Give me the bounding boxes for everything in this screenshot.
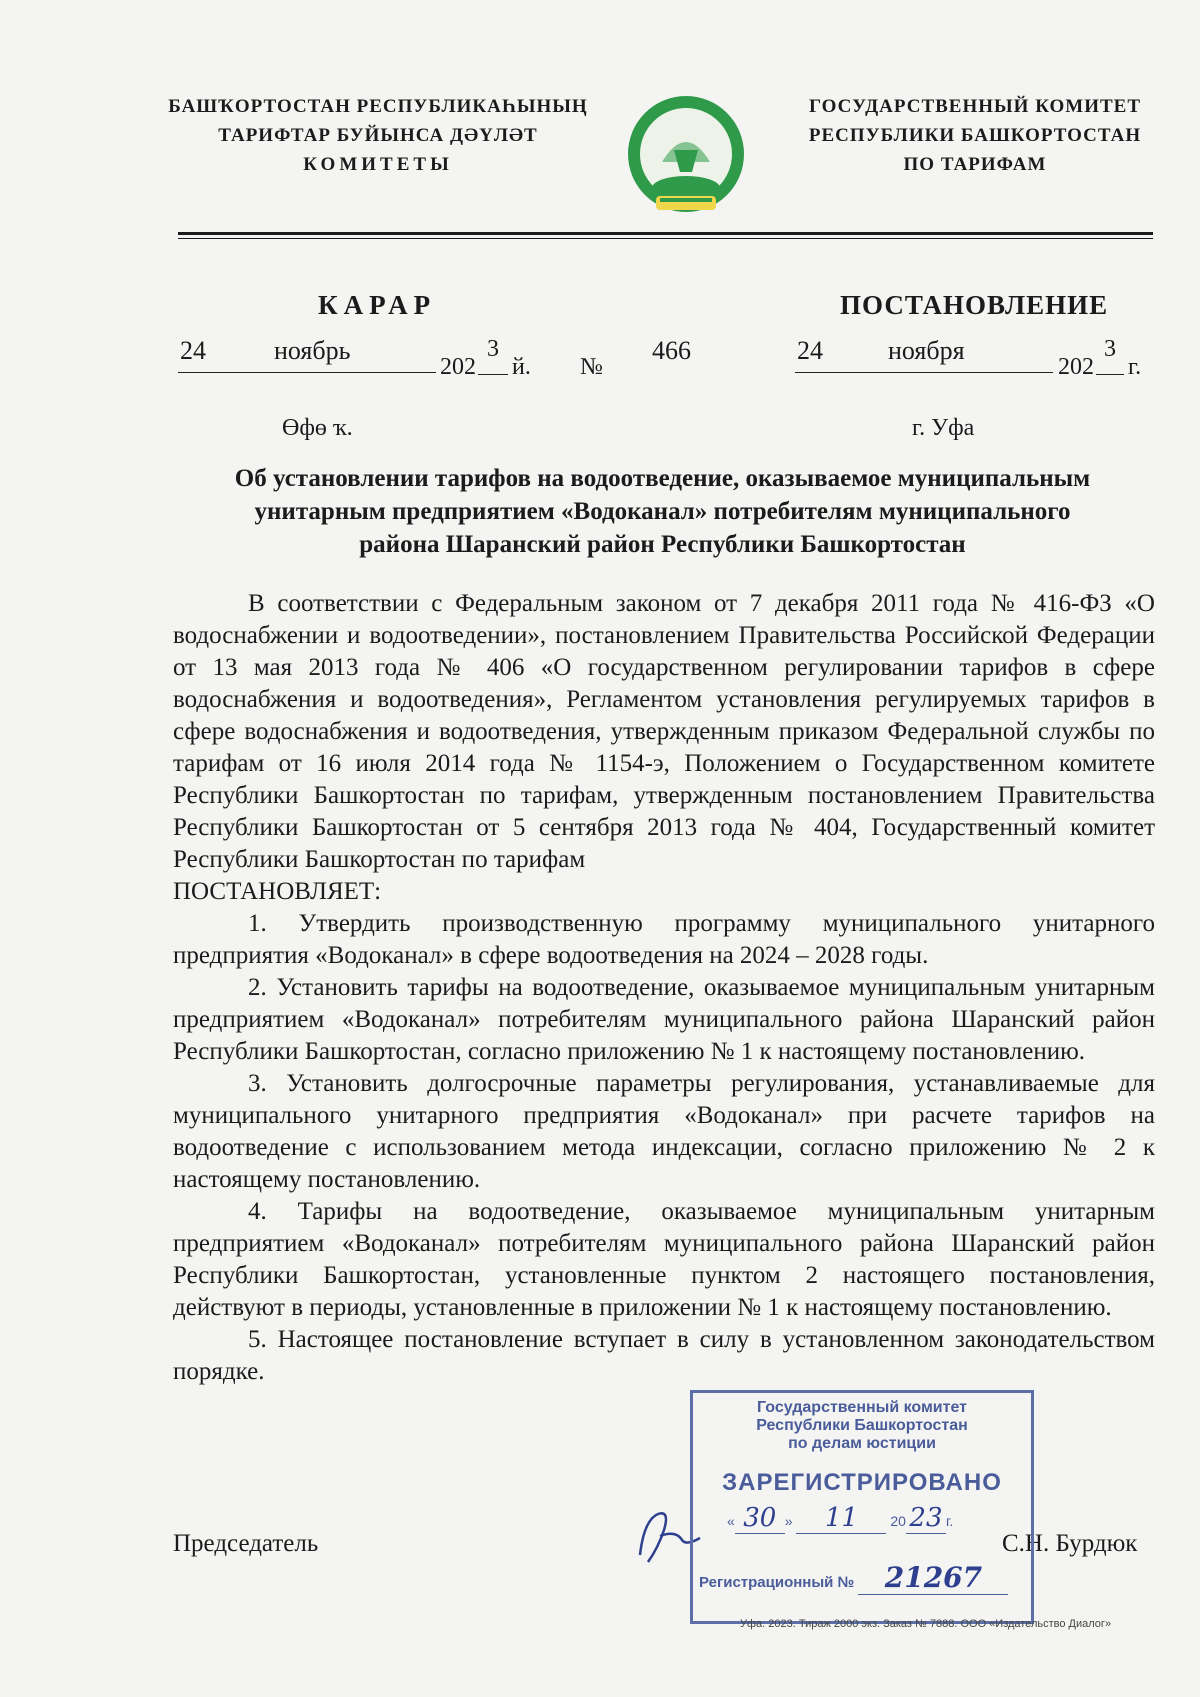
date-right-month: ноября — [888, 336, 965, 365]
signature-name: С.Н. Бурдюк — [1002, 1530, 1138, 1557]
number-sign: № — [580, 354, 603, 380]
city-left: Өфө ҡ. — [282, 415, 353, 441]
stamp-line-3: по делам юстиции — [788, 1435, 936, 1452]
date-left-day: 24 — [180, 336, 206, 365]
date-left-month: ноябрь — [274, 336, 351, 365]
header-rule-thin — [178, 238, 1153, 239]
stamp-date-row: « 30 » 11 20 23 г. — [727, 1503, 954, 1533]
number-value: 466 — [652, 336, 691, 365]
date-left-year-prefix: 202 — [440, 354, 476, 380]
item-5: 5. Настоящее постановление вступает в силу в установленном законодательством порядке. — [173, 1326, 1155, 1385]
header-left-line-3: КОМИТЕТЫ — [303, 154, 453, 175]
document-body — [173, 588, 1155, 1388]
header-left-bashkir — [168, 92, 588, 179]
date-right-year-prefix: 202 — [1058, 354, 1094, 380]
item-2: 2. Установить тарифы на водоотведение, оказываемое муниципальным унитарным предприятием «Водоканал» потребителям муниципального района Шаранский район Республики Башкортостан, согласно приложению № 1 к настоящему постановлению. — [173, 974, 1155, 1065]
item-4: 4. Тарифы на водоотведение, оказываемое муниципальным унитарным предприятием «Водоканал» потребителям муниципального района Шаранский район Республики Башкортостан, установленные пунктом 2 настоящего постановления, действуют в периоды, установленные в приложении № 1 к настоящему постановлению. — [173, 1198, 1155, 1321]
header-left-line-2: ТАРИФТАР БУЙЫНСА ДӘҮЛӘТ — [218, 125, 538, 146]
date-left — [178, 338, 436, 372]
stamp-date-month: 11 — [796, 1503, 886, 1534]
header-left-line-1: БАШҠОРТОСТАН РЕСПУБЛИКАҺЫНЫҢ — [168, 96, 588, 117]
date-left-suffix: й. — [512, 354, 531, 380]
header-rule-thick — [178, 232, 1153, 235]
stamp-reg-row — [699, 1561, 1008, 1595]
city-right: г. Уфа — [912, 415, 975, 441]
stamp-date-year-prefix: 20 — [890, 1513, 906, 1529]
stamp-line-2: Республики Башкортостан — [756, 1417, 968, 1434]
date-right-suffix: г. — [1128, 354, 1142, 380]
document-title-line-1: Об установлении тарифов на водоотведение, оказываемое муниципальным — [234, 465, 1091, 492]
header-right-line-2: РЕСПУБЛИКИ БАШКОРТОСТАН — [808, 125, 1142, 146]
stamp-registered: ЗАРЕГИСТРИРОВАНО — [722, 1469, 1002, 1496]
date-right-day: 24 — [797, 336, 823, 365]
stamp-date-year: 23 — [906, 1503, 946, 1534]
title-postanovlenie: ПОСТАНОВЛЕНИЕ — [840, 290, 1109, 320]
document-title-line-2: унитарным предприятием «Водоканал» потребителям муниципального — [254, 498, 1071, 525]
bashkortostan-emblem-icon — [622, 92, 750, 224]
stamp-reg-label: Регистрационный № — [699, 1574, 855, 1591]
header-right-line-1: ГОСУДАРСТВЕННЫЙ КОМИТЕТ — [808, 96, 1142, 117]
preamble-paragraph: В соответствии с Федеральным законом от 7 декабря 2011 года № 416-ФЗ «О водоснабжении и водоотведении», постановлением Правительства Российской Федерации от 13 мая 2013 года № 406 «О государственном регулировании тарифов в сфере водоснабжения и водоотведения», Регламентом установления регулируемых тарифов в сфере водоснабжения и водоотведения, утвержденным приказом Федеральной службы по тарифам от 16 июля 2014 года № 1154-э, Положением о Государственном комитете Республики Башкортостан по тарифам, утвержденным постановлением Правительства Республики Башкортостан от 5 сентября 2013 года № 404, Государственный комитет Республики Башкортостан по тарифам — [173, 590, 1155, 873]
stamp-reg-number: 21267 — [858, 1561, 1008, 1595]
date-right — [795, 338, 1053, 372]
registration-stamp — [690, 1390, 1034, 1624]
decree-word: ПОСТАНОВЛЯЕТ: — [173, 878, 382, 905]
item-3: 3. Установить долгосрочные параметры регулирования, устанавливаемые для муниципального унитарного предприятия «Водоканал» при расчете тарифов на водоотведение с использованием метода индексации, согласно приложению № 2 к настоящему постановлению. — [173, 1070, 1155, 1193]
date-left-year-digit: 3 — [478, 336, 508, 375]
document-title-line-3: района Шаранский район Республики Башкортостан — [359, 531, 966, 558]
item-1: 1. Утвердить производственную программу муниципального унитарного предприятия «Водоканал» в сфере водоотведения на 2024 – 2028 годы. — [173, 910, 1155, 969]
header-right-line-3: ПО ТАРИФАМ — [903, 154, 1047, 175]
stamp-date-suffix: г. — [945, 1513, 954, 1529]
date-right-year-digit: 3 — [1096, 336, 1124, 375]
stamp-header — [693, 1399, 1031, 1453]
header-right-russian — [790, 92, 1160, 179]
stamp-date-day: 30 — [735, 1503, 785, 1534]
title-karar: КАРАР — [318, 290, 437, 320]
stamp-line-1: Государственный комитет — [757, 1399, 967, 1416]
print-footer: Уфа. 2023. Тираж 2000 экз. Заказ № 7888. ООО «Издательство Диалог» — [740, 1618, 1112, 1630]
signature-position: Председатель — [173, 1530, 319, 1557]
document-title — [170, 462, 1155, 561]
